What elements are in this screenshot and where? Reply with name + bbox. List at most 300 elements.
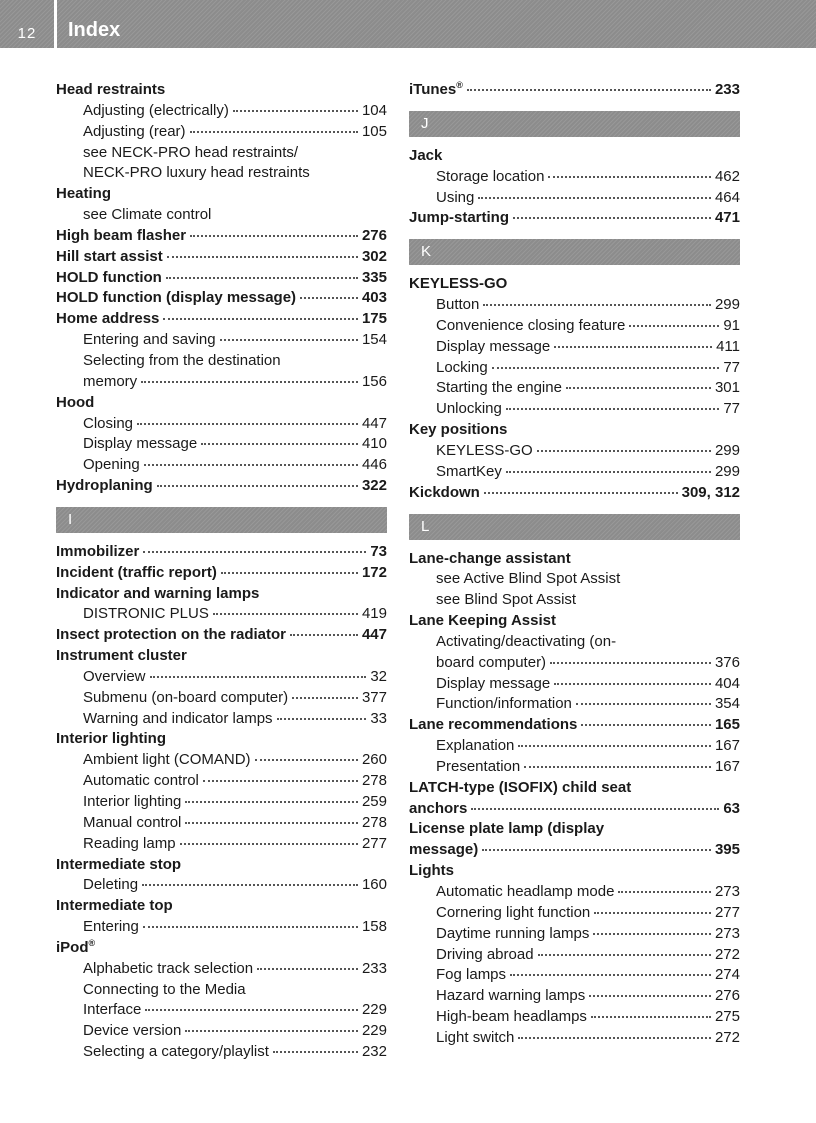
entry-label: Closing [83,414,134,432]
index-subentry [56,1000,387,1021]
page-reference: 464 [714,188,740,206]
index-subentry [409,569,740,590]
entry-text [56,476,153,497]
index-subentry [56,1021,387,1042]
index-entry [56,247,387,268]
dot-leader [143,925,358,928]
entry-text [56,938,95,959]
page-reference: 335 [361,268,387,286]
entry-text [436,399,502,420]
entry-text [436,590,576,611]
page-reference: 272 [714,1028,740,1046]
entry-label: Unlocking [436,400,502,418]
page-reference: 272 [714,945,740,963]
entry-label: Interior lighting [83,793,182,810]
index-entry [56,226,387,247]
entry-text [409,799,467,820]
index-subentry [409,694,740,715]
index-subentry [409,378,740,399]
page-number: 12 [17,25,37,42]
dot-leader [506,470,711,473]
page-reference: 33 [370,709,387,727]
entry-label: Hood [56,393,95,411]
entry-label: Submenu (on-board computer) [83,688,289,706]
entry-text [56,729,166,750]
entry-label: Insect protection on the radiator [56,626,287,644]
dot-leader [581,723,711,726]
index-subentry [56,1042,387,1063]
entry-label: Daytime running lamps [436,924,590,942]
entry-text [56,625,286,646]
entry-label: Indicator and warning lamps [56,584,260,602]
page-reference: 278 [361,813,387,831]
entry-text [56,309,159,330]
entry-text [436,736,514,757]
page-reference: 447 [361,626,387,644]
dot-leader [141,380,358,383]
page-reference: 322 [361,477,387,495]
entry-text [56,268,162,289]
entry-label: Explanation [436,737,515,755]
dot-leader [518,744,711,747]
dot-leader [618,890,711,893]
entry-text [409,274,507,295]
entry-label: Lane Keeping Assist [409,612,556,630]
entry-text [436,378,562,399]
page-reference: 175 [361,310,387,328]
entry-label: SmartKey [436,462,502,480]
entry-label: message) [409,841,479,859]
page-reference: 299 [714,462,740,480]
dot-leader [180,842,358,845]
index-subentry [56,709,387,730]
index-subentry [409,757,740,778]
page-reference: 376 [714,653,740,671]
entry-text [436,632,616,653]
dot-leader [185,821,358,824]
index-subentry [56,205,387,226]
registered-mark: ® [88,937,96,948]
dot-leader [185,800,358,803]
entry-text [83,709,273,730]
entry-text [83,1000,141,1021]
entry-text [436,674,550,695]
index-subentry [409,924,740,945]
entry-text [83,205,211,226]
dot-leader [167,255,358,258]
entry-label: see NECK-PRO head restraints/ [83,143,299,161]
page-reference: 273 [714,924,740,942]
entry-label: Entering [83,918,139,936]
entry-label: Using [436,188,475,206]
entry-label: Opening [83,456,140,474]
entry-label: Hydroplaning [56,477,153,495]
entry-label: LATCH-type (ISOFIX) child seat [409,778,632,796]
entry-text [436,965,506,986]
index-subentry [409,903,740,924]
dot-leader [506,407,719,410]
page-reference: 404 [714,674,740,692]
entry-label: High-beam headlamps [436,1008,587,1026]
entry-text [436,337,550,358]
section-letter-i: I [56,507,387,533]
dot-leader [203,779,358,782]
entry-label: Display message [436,674,551,692]
page-reference: 104 [361,101,387,119]
index-subentry [56,813,387,834]
entry-label: Cornering light function [436,903,591,921]
index-subentry [56,351,387,372]
page-reference: 276 [714,987,740,1005]
index-subentry [56,122,387,143]
index-subentry [56,875,387,896]
dot-leader [145,1008,358,1011]
dot-leader [566,386,711,389]
entry-text [83,750,251,771]
page-reference: 233 [361,959,387,977]
entry-label: iTunes [409,81,457,98]
entry-text [436,903,590,924]
index-entry [56,184,387,205]
index-subentry [56,143,387,164]
index-entry [409,715,740,736]
entry-label: anchors [409,799,468,817]
entry-label: Automatic headlamp mode [436,883,615,900]
index-entry [409,549,740,570]
entry-label: Selecting a category/playlist [83,1043,269,1061]
entry-label: Lane recommendations [409,716,578,734]
page-reference: 302 [361,247,387,265]
index-column-right [409,80,740,1049]
index-subentry [56,414,387,435]
index-subentry [56,101,387,122]
entry-text [56,896,173,917]
dot-leader [629,324,719,327]
entry-label: Presentation [436,757,521,775]
entry-text [409,420,507,441]
index-column-left [56,80,387,1063]
entry-text [436,653,546,674]
index-subentry [56,750,387,771]
index-subentry [409,441,740,462]
dot-leader [554,345,712,348]
entry-text [436,441,533,462]
page-reference: 301 [714,379,740,397]
entry-text [409,483,480,504]
entry-text [436,694,572,715]
entry-label: board computer) [436,653,547,671]
entry-label: NECK-PRO luxury head restraints [83,164,310,182]
page-reference: 229 [361,1001,387,1019]
entry-text [56,80,165,101]
page-reference: 273 [714,883,740,900]
index-entry [56,476,387,497]
entry-label: Instrument cluster [56,647,187,665]
entry-label: iPod [56,938,89,956]
dot-leader [548,175,711,178]
entry-text [83,604,209,625]
entry-label: Jump-starting [409,209,510,227]
entry-text [436,569,620,590]
entry-text [83,351,281,372]
index-subentry [56,688,387,709]
dot-leader [300,296,358,299]
index-entry [409,146,740,167]
dot-leader [292,696,358,699]
entry-text [56,393,94,414]
index-entry [56,80,387,101]
entry-text [56,563,217,584]
dot-leader [537,449,711,452]
entry-text [83,1021,181,1042]
index-subentry [56,667,387,688]
entry-label: Interior lighting [56,730,166,748]
section-letter-j: J [409,111,740,137]
entry-label: Activating/deactivating (on- [436,632,617,650]
entry-text [56,184,111,205]
index-entry [409,861,740,882]
entry-label: Hazard warning lamps [436,987,586,1005]
page-reference: 160 [361,876,387,894]
index-subentry [409,653,740,674]
index-subentry [409,399,740,420]
page-reference: 154 [361,331,387,349]
index-subentry [409,674,740,695]
entry-text [436,924,589,945]
index-subentry [56,163,387,184]
page-reference: 158 [361,918,387,936]
index-entry [409,819,740,840]
index-entry [409,483,740,504]
index-entry [409,611,740,632]
page-reference: 156 [361,372,387,390]
dot-leader [257,967,358,970]
index-subentry [409,462,740,483]
page-reference: 277 [714,903,740,921]
entry-text [409,861,454,882]
page-reference: 278 [361,772,387,790]
dot-leader [142,883,358,886]
entry-text [83,122,186,143]
index-subentry [409,736,740,757]
entry-label: Alphabetic track selection [83,959,254,977]
entry-text [83,917,139,938]
dot-leader [144,463,358,466]
dot-leader [190,234,358,237]
page-reference: 277 [361,834,387,852]
index-entry [56,625,387,646]
section-letter-k: K [409,239,740,265]
entry-text [436,1007,587,1028]
entry-text [83,1042,269,1063]
index-entry [56,896,387,917]
entry-text [56,542,139,563]
page-reference: 91 [723,316,740,334]
page-reference: 447 [361,414,387,432]
dot-leader [510,973,711,976]
dot-leader [166,276,358,279]
index-subentry [56,434,387,455]
entry-label: Hill start assist [56,247,163,265]
index-subentry [56,330,387,351]
entry-text [56,226,186,247]
entry-text [56,288,296,309]
entry-label: Light switch [436,1028,515,1046]
entry-label: see Active Blind Spot Assist [436,570,621,588]
entry-text [409,715,577,736]
dot-leader [220,338,358,341]
dot-leader [594,911,711,914]
index-subentry [56,455,387,476]
entry-label: Driving abroad [436,945,534,963]
dot-leader [471,807,719,810]
index-subentry [56,604,387,625]
entry-label: Fog lamps [436,966,507,984]
page-reference: 275 [714,1008,740,1026]
entry-label: see Blind Spot Assist [436,591,577,609]
entry-label: Interface [83,1001,142,1019]
entry-text [56,646,187,667]
dot-leader [163,317,358,320]
entry-text [436,986,585,1007]
entry-text [83,875,138,896]
entry-label: Lights [409,862,454,880]
page-reference: 32 [370,667,387,685]
entry-label: Key positions [409,421,508,439]
index-subentry [409,632,740,653]
entry-label: Lane-change assistant [409,549,571,567]
entry-text [83,414,133,435]
entry-label: Button [436,296,480,314]
dot-leader [484,491,678,494]
page-reference: 167 [714,737,740,755]
dot-leader [185,1029,358,1032]
entry-label: see Climate control [83,206,212,224]
entry-label: Adjusting (electrically) [83,101,229,119]
index-entry [56,938,387,959]
index-entry [409,274,740,295]
entry-text [83,834,176,855]
page-reference: 395 [714,841,740,859]
page-reference: 259 [361,793,387,810]
entry-text [409,819,604,840]
entry-label: Jack [409,146,443,164]
entry-text [436,1028,514,1049]
entry-label: Immobilizer [56,542,140,560]
page-reference: 77 [723,358,740,376]
index-entry [409,840,740,861]
page-reference: 167 [714,757,740,775]
entry-label: Warning and indicator lamps [83,709,273,727]
index-entry [56,646,387,667]
entry-label: Overview [83,667,146,685]
page-reference: 260 [361,751,387,769]
entry-text [83,813,181,834]
page-reference: 77 [723,400,740,418]
entry-label: Manual control [83,813,182,831]
dot-leader [273,1050,358,1053]
page-title: Index [68,19,121,41]
index-subentry [409,1007,740,1028]
entry-text [83,330,216,351]
index-entry [409,420,740,441]
index-subentry [409,590,740,611]
entry-text [83,959,253,980]
entry-text [436,316,625,337]
entry-text [83,101,229,122]
page-header [0,0,816,48]
page-reference: 73 [370,542,387,560]
dot-leader [576,702,711,705]
entry-text [409,80,463,101]
page-reference: 403 [361,289,387,307]
page-reference: 462 [714,167,740,185]
entry-text [83,688,288,709]
dot-leader [513,216,711,219]
entry-text [56,584,259,605]
dot-leader [483,303,711,306]
entry-text [56,855,181,876]
entry-text [83,980,246,1001]
entry-label: Display message [436,337,551,355]
dot-leader [221,571,358,574]
entry-text [56,247,163,268]
entry-text [436,167,544,188]
index-subentry [409,986,740,1007]
entry-text [409,549,571,570]
index-subentry [56,917,387,938]
page-reference: 377 [361,688,387,706]
index-entry [409,80,740,101]
index-subentry [409,337,740,358]
dot-leader [593,932,711,935]
index-subentry [56,372,387,393]
index-subentry [409,945,740,966]
index-subentry [409,316,740,337]
entry-text [83,771,199,792]
page-reference: 446 [361,456,387,474]
page-reference: 233 [714,81,740,98]
entry-text [83,372,137,393]
page-reference: 419 [361,605,387,623]
index-subentry [409,188,740,209]
dot-leader [538,953,711,956]
dot-leader [143,550,366,553]
entry-text [83,667,146,688]
dot-leader [213,612,358,615]
dot-leader [290,633,358,636]
index-subentry [56,771,387,792]
registered-mark: ® [456,80,463,90]
page-reference: 105 [361,122,387,140]
entry-text [409,611,556,632]
page-reference: 299 [714,441,740,459]
entry-label: Starting the engine [436,379,562,397]
page-reference: 299 [714,296,740,314]
dot-leader [492,366,720,369]
index-entry [56,268,387,289]
page-reference: 229 [361,1022,387,1040]
dot-leader [518,1036,711,1039]
index-entry [56,309,387,330]
page-reference: 165 [714,716,740,734]
entry-text [409,840,478,861]
entry-label: Convenience closing feature [436,316,626,334]
entry-label: HOLD function [56,268,162,286]
dot-leader [137,422,358,425]
entry-text [409,146,442,167]
entry-label: Ambient light (COMAND) [83,751,251,769]
